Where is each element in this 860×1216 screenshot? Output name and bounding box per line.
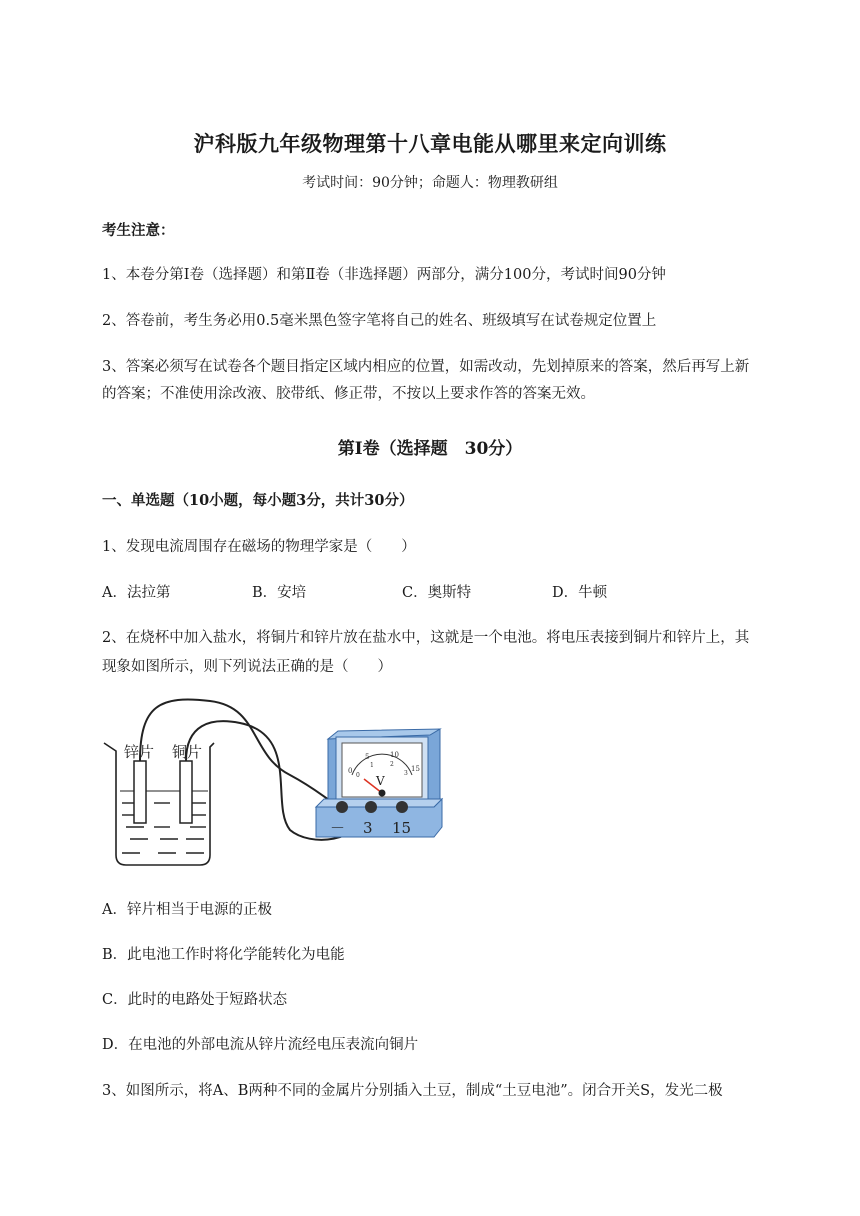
q2-option-d: D．在电池的外部电流从锌片流经电压表流向铜片 — [102, 1037, 419, 1053]
notice-heading: 考生注意： — [102, 222, 175, 239]
scale-inner-1: 1 — [370, 762, 374, 769]
question-1-stem: 1、发现电流周围存在磁场的物理学家是（ ） — [102, 539, 416, 555]
battery-voltmeter-figure — [100, 695, 450, 875]
terminal-15: 15 — [392, 819, 412, 837]
q2-option-b: B．此电池工作时将化学能转化为电能 — [102, 947, 345, 963]
terminal-minus: － — [330, 819, 346, 837]
notice-item-3-cont: 的答案；不准使用涂改液、胶带纸、修正带，不按以上要求作答的答案无效。 — [102, 386, 595, 402]
notice-item-1: 1、本卷分第I卷（选择题）和第Ⅱ卷（非选择题）两部分，满分100分，考试时间90分钟 — [102, 267, 666, 283]
q2-option-a: A．锌片相当于电源的正极 — [102, 902, 272, 918]
q2-option-c: C．此时的电路处于短路状态 — [102, 992, 288, 1008]
q1-option-b: B．安培 — [252, 585, 307, 601]
scale-top-15: 15 — [411, 765, 420, 773]
exam-info: 考试时间：90分钟；命题人：物理教研组 — [302, 175, 558, 191]
voltmeter-symbol: V — [376, 774, 385, 788]
scale-inner-3: 3 — [404, 770, 408, 777]
copper-label: 铜片 — [172, 743, 203, 761]
scale-top-0: 0 — [348, 767, 353, 775]
voltmeter — [316, 729, 442, 837]
scale-inner-2: 2 — [390, 761, 394, 768]
part-heading: 一、单选题（10小题，每小题3分，共计30分） — [102, 492, 414, 509]
q1-option-d: D．牛顿 — [552, 585, 608, 601]
question-2-stem-line1: 2、在烧杯中加入盐水，将铜片和锌片放在盐水中，这就是一个电池。将电压表接到铜片和锌片上，其 — [102, 630, 750, 646]
notice-item-2: 2、答卷前，考生务必用0.5毫米黑色签字笔将自己的姓名、班级填写在试卷规定位置上 — [102, 313, 657, 329]
copper-plate — [180, 761, 192, 823]
section-title: 第I卷（选择题 30分） — [337, 439, 523, 459]
page-title: 沪科版九年级物理第十八章电能从哪里来定向训练 — [193, 131, 667, 156]
question-3-stem-line1: 3、如图所示，将A、B两种不同的金属片分别插入土豆，制成“土豆电池”。闭合开关S，发光二极 — [102, 1083, 723, 1099]
scale-inner-0: 0 — [356, 772, 360, 779]
zinc-plate — [134, 761, 146, 823]
zinc-label: 锌片 — [124, 743, 155, 761]
q1-option-a: A．法拉第 — [102, 585, 171, 601]
scale-top-5: 5 — [365, 753, 370, 761]
scale-top-10: 10 — [390, 751, 399, 759]
terminal-3: 3 — [363, 819, 373, 837]
question-2-stem-line2: 现象如图所示，则下列说法正确的是（ ） — [102, 659, 392, 675]
notice-item-3: 3、答案必须写在试卷各个题目指定区域内相应的位置，如需改动，先划掉原来的答案，然后再写上新 — [102, 359, 750, 375]
beaker — [104, 743, 214, 865]
q1-option-c: C．奥斯特 — [402, 585, 472, 601]
